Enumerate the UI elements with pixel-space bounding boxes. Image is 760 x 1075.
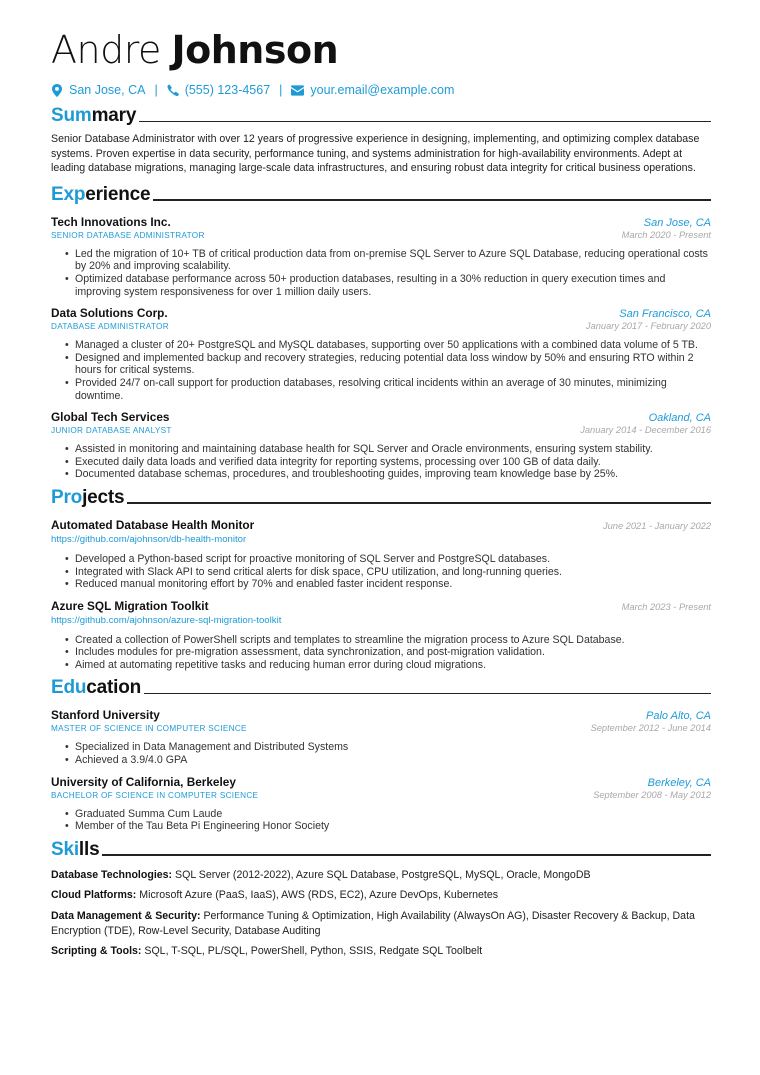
job-location: San Francisco, CA <box>619 308 711 321</box>
bullet-list <box>65 248 711 298</box>
resume-page <box>51 26 711 959</box>
section-divider <box>153 199 711 201</box>
skill-category: Database Technologies: <box>51 868 173 881</box>
project-entry <box>51 518 711 591</box>
bullet-list <box>65 339 711 402</box>
project-link[interactable]: https://github.com/ajohnson/db-health-monitor <box>51 533 247 545</box>
education-entry <box>51 708 711 766</box>
company-name: Global Tech Services <box>51 410 170 425</box>
school-name: Stanford University <box>51 708 160 723</box>
bullet-item: • Developed a Python-based script for proactive monitoring of SQL Server and PostgreSQL databases. <box>65 553 711 566</box>
bullet-item: • Led the migration of 10+ TB of critical production data from on-premise SQL Server to Azure SQL Database, reducing operational costs by 20% and improving scalability. <box>65 248 711 273</box>
bullet-item: • Assisted in monitoring and maintaining database health for SQL Server and Oracle environments, ensuring system stability. <box>65 443 711 456</box>
job-title: DATABASE ADMINISTRATOR <box>51 322 169 332</box>
bullet-item: • Includes modules for pre-migration assessment, data synchronization, and post-migration validation. <box>65 646 711 659</box>
skill-values: SQL, T-SQL, PL/SQL, PowerShell, Python, SSIS, Redgate SQL Toolbelt <box>141 945 483 958</box>
bullet-item: • Specialized in Data Management and Distributed Systems <box>65 741 711 754</box>
bullet-list <box>65 443 711 481</box>
title-rest: lls <box>78 838 100 860</box>
bullet-item: • Integrated with Slack API to send critical alerts for disk space, CPU utilization, and long-running queries. <box>65 566 711 579</box>
bullet-item: • Documented database schemas, procedures, and troubleshooting guides, improving team knowledge base by 25%. <box>65 468 711 481</box>
skill-line <box>51 944 711 959</box>
job-title: SENIOR DATABASE ADMINISTRATOR <box>51 230 205 240</box>
last-name: Johnson <box>171 28 339 72</box>
bullet-item: • Provided 24/7 on-call support for production databases, resolving critical incidents within an average of 30 minutes, minimizing downtime. <box>65 377 711 402</box>
section-divider <box>144 693 711 695</box>
title-accent: Pro <box>51 486 83 508</box>
project-name: Automated Database Health Monitor <box>51 517 255 532</box>
bullet-list <box>65 808 711 833</box>
experience-heading <box>51 182 711 206</box>
skill-category: Data Management & Security: <box>51 910 201 923</box>
section-divider <box>127 502 711 504</box>
bullet-item: • Achieved a 3.9/4.0 GPA <box>65 754 711 767</box>
section-title <box>51 105 136 127</box>
location-text: San Jose, CA <box>69 83 146 97</box>
bullet-item: • Created a collection of PowerShell scripts and templates to streamline the migration process to Azure SQL Database. <box>65 634 711 647</box>
skill-values: SQL Server (2012-2022), Azure SQL Database, PostgreSQL, MySQL, Oracle, MongoDB <box>172 868 591 881</box>
bullet-item: • Executed daily data loads and verified data integrity for reporting systems, processing over 100 GB of data daily. <box>65 456 711 469</box>
job-dates: March 2020 - Present <box>621 229 711 240</box>
experience-entry <box>51 306 711 402</box>
bullet-list <box>65 634 711 672</box>
job-location: San Jose, CA <box>643 216 711 229</box>
bullet-item: • Managed a cluster of 20+ PostgreSQL and MySQL databases, supporting over 50 applications with a combined data volume of 5 TB. <box>65 339 711 352</box>
summary-text: Senior Database Administrator with over 12 years of progressive experience in designing, implementing, and optimizing complex database systems. Proven expertise in data security, performance tuning, and systems administration for high-availability environments. Adept at leading database migrations, managing large-scale data infrastructures, and ensuring robust data integrity for critical business operations. <box>51 133 700 175</box>
section-title <box>51 839 99 861</box>
projects-heading <box>51 485 711 509</box>
title-accent: Sum <box>51 105 92 126</box>
title-rest: cation <box>86 677 142 699</box>
job-location: Oakland, CA <box>648 412 711 425</box>
company-name: Tech Innovations Inc. <box>51 214 171 229</box>
experience-entry <box>51 215 711 298</box>
separator: | <box>279 83 283 97</box>
job-dates: January 2017 - February 2020 <box>585 321 711 332</box>
education-dates: September 2008 - May 2012 <box>593 789 711 800</box>
company-name: Data Solutions Corp. <box>51 306 168 321</box>
title-rest: erience <box>85 183 151 205</box>
education-entry <box>51 775 711 833</box>
section-divider <box>139 121 711 123</box>
first-name: Andre <box>51 28 161 72</box>
project-name: Azure SQL Migration Toolkit <box>51 598 209 613</box>
skill-values: Microsoft Azure (PaaS, IaaS), AWS (RDS, EC2), Azure DevOps, Kubernetes <box>136 889 499 902</box>
degree: BACHELOR OF SCIENCE IN COMPUTER SCIENCE <box>51 790 259 800</box>
section-title <box>51 184 150 206</box>
title-rest: mary <box>91 105 137 126</box>
project-link[interactable]: https://github.com/ajohnson/azure-sql-migration-toolkit <box>51 614 282 626</box>
bullet-item: • Optimized database performance across 50+ production databases, resulting in a 30% reduction in query execution times and improving system responsiveness for over 1 million daily users. <box>65 273 711 298</box>
education-dates: September 2012 - June 2014 <box>590 723 711 734</box>
school-name: University of California, Berkeley <box>51 774 236 789</box>
email-link[interactable]: your.email@example.com <box>310 83 455 97</box>
skill-category: Cloud Platforms: <box>51 889 137 902</box>
skill-line <box>51 888 711 903</box>
skill-category: Scripting & Tools: <box>51 945 142 958</box>
project-dates: June 2021 - January 2022 <box>602 520 711 531</box>
section-title <box>51 677 141 699</box>
project-dates: March 2023 - Present <box>621 601 711 612</box>
experience-entry <box>51 410 711 481</box>
bullet-item: • Aimed at automating repetitive tasks and reducing human error during cloud migrations. <box>65 659 711 672</box>
bullet-list <box>65 553 711 591</box>
section-title <box>51 487 124 509</box>
education-heading <box>51 675 711 699</box>
project-entry <box>51 599 711 672</box>
job-title: JUNIOR DATABASE ANALYST <box>51 426 172 436</box>
section-divider <box>102 854 711 856</box>
skill-values: Performance Tuning & Optimization, High Availability (AlwaysOn AG), Disaster Recovery & Backup, Data Encryption (TDE), Row-Level Security, Database Auditing <box>51 910 695 937</box>
title-accent: Edu <box>51 677 87 699</box>
skills-heading <box>51 837 711 861</box>
bullet-list <box>65 741 711 766</box>
phone-icon <box>167 84 179 97</box>
school-location: Berkeley, CA <box>647 776 711 789</box>
envelope-icon <box>291 84 304 97</box>
summary-heading <box>51 103 711 127</box>
degree: MASTER OF SCIENCE IN COMPUTER SCIENCE <box>51 724 247 734</box>
phone-text[interactable]: (555) 123-4567 <box>184 83 271 97</box>
bullet-item: • Designed and implemented backup and recovery strategies, reducing potential data loss window by 50% and ensuring RTO within 2 hours for critical systems. <box>65 352 711 377</box>
school-location: Palo Alto, CA <box>645 710 711 723</box>
bullet-item: • Graduated Summa Cum Laude <box>65 808 711 821</box>
title-accent: Ski <box>51 838 79 860</box>
skill-line <box>51 868 711 883</box>
title-accent: Exp <box>51 183 86 205</box>
title-rest: jects <box>82 486 125 508</box>
map-marker-icon <box>51 84 63 97</box>
bullet-item: • Member of the Tau Beta Pi Engineering Honor Society <box>65 820 711 833</box>
bullet-item: • Reduced manual monitoring effort by 70% and enabled faster incident response. <box>65 578 711 591</box>
separator: | <box>154 83 158 97</box>
skill-line <box>51 909 711 938</box>
candidate-name <box>51 26 711 74</box>
job-dates: January 2014 - December 2016 <box>580 425 711 436</box>
contact-line <box>51 83 711 97</box>
